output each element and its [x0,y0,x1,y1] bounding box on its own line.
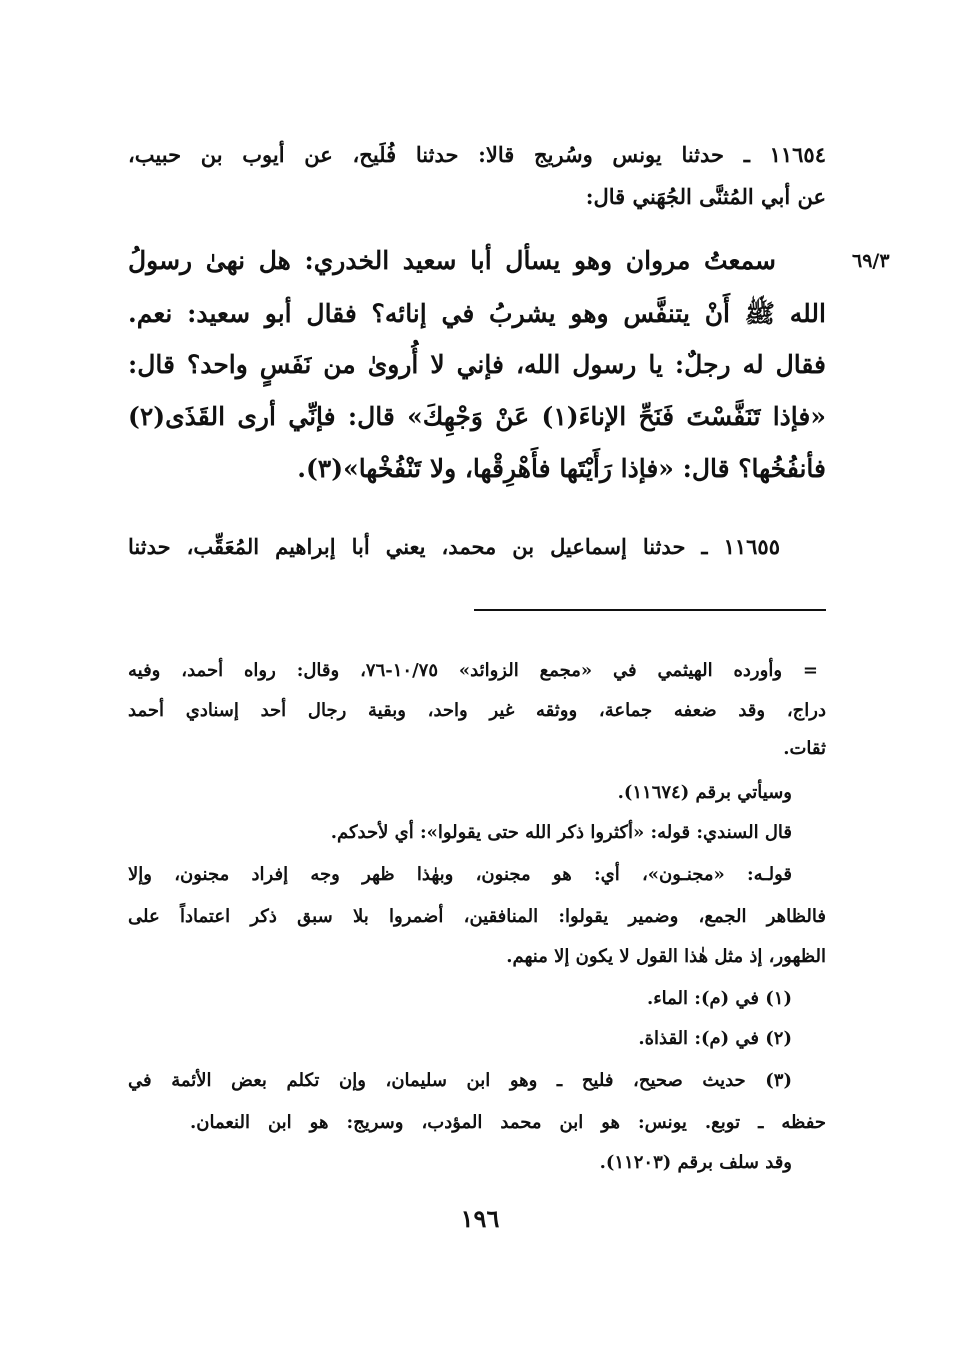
footnote-2: (٢) في (م): القذاة. [638,1028,792,1049]
footnote-3-line-2: حفظه ـ توبع. يونس: هو ابن محمد المؤدب، وسريج: هو ابن النعمان. [190,1112,826,1133]
margin-reference: ٦٩/٣ [852,250,890,272]
footnote-separator [474,609,826,611]
main-text-line-2: الله ﷺ أَنْ يتنفَّس وهو يشربُ في إنائه؟ فقال أبو سعيد: نعم. [128,299,826,328]
sindi-comment-line-3: فالظاهر الجمع، وضمير يقولوا: المنافقين، أضمروا بلا سبق ذكر اعتماداً على [128,906,826,927]
main-text-line-1: سمعتُ مروان وهو يسأل أبا سعيد الخدري: هل نهىٰ رسولُ [128,246,776,275]
sindi-comment-line-4: الظهور، إذ مثل هٰذا القول لا يكون إلا منهم. [506,946,826,967]
sindi-comment-line-1: قال السندي: قوله: «أكثروا ذكر الله حتى يقولوا»: أي لأحدكم. [330,822,792,843]
main-text-line-3: فقال له رجلٌ: يا رسول الله، فإني لا أُروىٰ من نَفَسٍ واحد؟ قال: [128,350,826,379]
hadith-11655-line-1: ١١٦٥٥ ـ حدثنا إسماعيل بن محمد، يعني أبا إبراهيم المُعَقِّب، حدثنا [128,534,780,559]
main-text-line-4: «فإذا تَنَفَّسْتَ فَنَحِّ الإناءَ(١) عَنْ وَجْهِكَ» قال: فإنِّي أرى القَذَى(٢) [128,402,826,431]
footnote-continuation-line-1: = وأورده الهيثمي في «مجمع الزوائد» ١٠/٧٥-٧٦، وقال: رواه أحمد، وفيه [128,660,818,681]
hadith-11654-line-2: عن أبي المُثنَّى الجُهَني قال: [585,184,826,209]
footnote-continuation-line-3: ثقات. [783,738,826,759]
page-number: ١٩٦ [460,1204,500,1233]
footnote-continuation-line-2: دراج، وقد ضعفه جماعة، ووثقه غير واحد، وبقية رجال أحد إسنادي أحمد [128,700,826,721]
footnote-3-line-3: وقد سلف برقم (١١٢٠٣). [599,1152,792,1173]
sindi-comment-line-2: قولـه: «مجنـون»، أي: هو مجنون، وبهٰذا ظهر وجه إفراد مجنون، وإلا [128,864,792,885]
footnote-see-also: وسيأتي برقم (١١٦٧٤). [617,782,792,803]
footnote-1: (١) في (م): الماء. [646,988,792,1009]
main-text-line-5: فأنفُخُها؟ قال: «فإذا رَأَيْتَها فأَهْرِقْها، ولا تَنْفُخْها»(٣). [297,454,826,483]
footnote-3-line-1: (٣) حديث صحيح، فليح ـ وهو ابن سليمان، وإن تكلم بعض الأئمة في [128,1070,792,1091]
hadith-11654-line-1: ١١٦٥٤ ـ حدثنا يونس وسُريج قالا: حدثنا فُلَيح، عن أيوب بن حبيب، [128,142,826,167]
